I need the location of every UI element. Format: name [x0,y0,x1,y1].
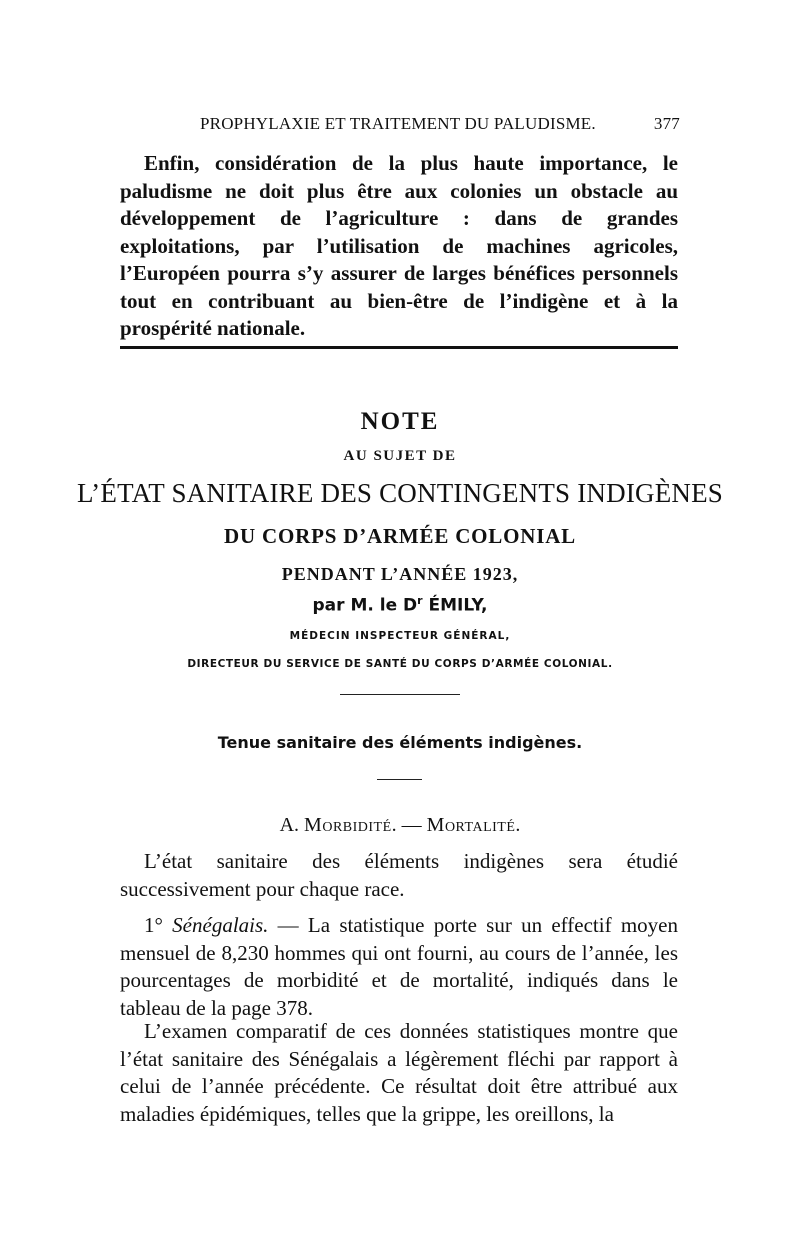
subsection-heading [0,814,800,837]
section-divider-rule [120,346,678,349]
paragraph-2: L’état sanitaire des éléments indigènes sera étudié successivement pour chaque race. [120,849,678,901]
section-title: Tenue sanitaire des éléments indigènes. [217,733,583,752]
note-main-title: L’ÉTAT SANITAIRE DES CONTINGENTS INDIGÈNES [76,478,724,508]
short-rule-2 [377,779,422,780]
paragraph-3-number: 1° [144,913,163,937]
subsection-letter: A. [279,814,300,836]
note-au-sujet: AU SUJET DE [343,448,457,464]
subsection-separator: . — [391,814,427,836]
note-period: PENDANT L’ANNÉE 1923, [281,564,519,584]
subsection-part-2: Mortalité [426,814,516,836]
page-number: 377 [653,114,680,133]
paragraph-4 [120,1018,678,1128]
note-title: NOTE [360,408,440,435]
paragraph-3-text: — La statistique porte sur un effectif moyen mensuel de 8,230 hommes qui ont fourni, au cours de l’année, les pourcentages de morbidité et de mortalité, indiqués dans le tableau de la page 378. [120,913,678,1020]
intro-paragraph: Enfin, considération de la plus haute importance, le paludisme ne doit plus être aux colonies un obstacle au développement de l’agriculture : dans de grandes exploitations, par l’utilisation de machines agricoles, l’Européen pourra s’y assurer de larges bénéfices personnels tout en contribuant au bien-être de l’indigène et à la prospérité nationale. [120,151,678,340]
running-head-title: PROPHYLAXIE ET TRAITEMENT DU PALUDISME. [200,114,596,133]
author-role-1: MÉDECIN INSPECTEUR GÉNÉRAL, [289,630,511,642]
paragraph-3-label: Sénégalais. [172,913,269,937]
note-subtitle: DU CORPS D’ARMÉE COLONIAL [224,524,576,548]
author-sup: r [417,594,423,607]
paragraph-3 [120,912,678,1022]
author-prefix: par M. le D [312,595,418,616]
subsection-end: . [515,814,521,836]
short-rule-1 [340,694,460,695]
author-role-2: DIRECTEUR DU SERVICE DE SANTÉ DU CORPS D’ARMÉE COLONIAL. [187,658,613,670]
author-name: ÉMILY, [422,595,488,616]
note-author [0,594,800,616]
subsection-part-1: Morbidité [304,814,392,836]
paragraph-4-text: L’examen comparatif de ces données statistiques montre que l’état sanitaire des Sénégalais a légèrement fléchi par rapport à celui de l’année précédente. Ce résultat doit être attribué aux maladies épidémiques, telles que la grippe, les oreillons, la [120,1019,678,1126]
